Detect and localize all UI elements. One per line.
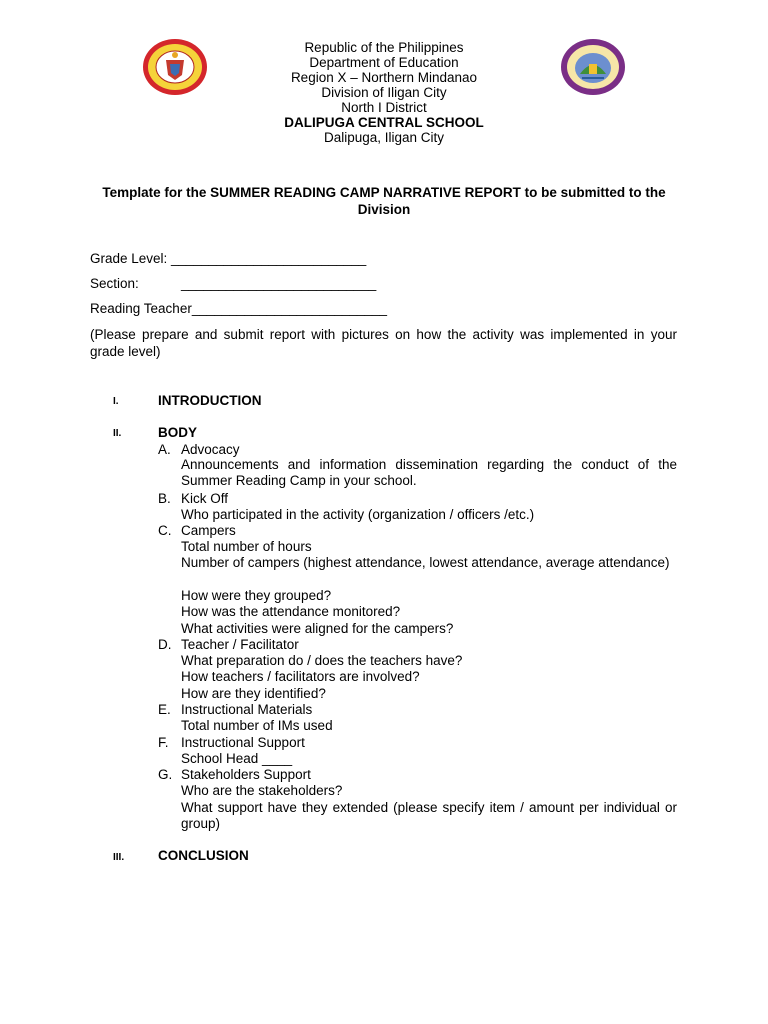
item-letter: B. xyxy=(158,491,171,506)
item-text: School Head ____ xyxy=(181,751,293,766)
item-text: How were they grouped? xyxy=(181,588,332,603)
item-letter: C. xyxy=(158,523,172,538)
school-name: DALIPUGA CENTRAL SCHOOL xyxy=(284,115,484,130)
item-text: Who are the stakeholders? xyxy=(181,783,343,798)
item-letter: F. xyxy=(158,735,169,750)
item-text: Total number of IMs used xyxy=(181,718,333,733)
header-line-3: Region X – Northern Mindanao xyxy=(290,70,478,85)
header-line-4: Division of Iligan City xyxy=(321,85,447,100)
header-line-2: Department of Education xyxy=(309,55,459,70)
section-heading-conclusion: CONCLUSION xyxy=(158,848,249,863)
item-letter: D. xyxy=(158,637,172,652)
item-text: What activities were aligned for the campers? xyxy=(181,621,454,636)
section-heading-introduction: INTRODUCTION xyxy=(158,393,262,408)
item-text: How are they identified? xyxy=(181,686,326,701)
header-line-5: North I District xyxy=(341,100,427,115)
letterhead xyxy=(220,40,548,145)
instruction-note: (Please prepare and submit report with pictures on how the activity was implemented in your grade level) xyxy=(90,327,677,359)
item-letter: G. xyxy=(158,767,173,782)
reading-teacher-field: Reading Teacher__________________________ xyxy=(90,301,388,316)
item-text: Number of campers (highest attendance, lowest attendance, average attendance) xyxy=(181,555,670,570)
section-label: Section: xyxy=(90,276,139,291)
item-text: How was the attendance monitored? xyxy=(181,604,401,619)
grade-level-field: Grade Level: __________________________ xyxy=(90,251,367,266)
item-text: What preparation do / does the teachers have? xyxy=(181,653,463,668)
item-letter: E. xyxy=(158,702,171,717)
item-text: Announcements and information dissemination regarding the conduct of the Summer Reading Camp in your school. xyxy=(181,457,677,489)
item-letter: A. xyxy=(158,442,171,457)
section-number: III. xyxy=(113,852,125,863)
item-title-campers: Campers xyxy=(181,523,236,538)
item-title-teacher-facilitator: Teacher / Facilitator xyxy=(181,637,299,652)
item-text: What support have they extended (please specify item / amount per individual or group) xyxy=(181,800,677,832)
division-seal-logo xyxy=(560,38,626,96)
item-title-kick-off: Kick Off xyxy=(181,491,229,506)
document-title: Template for the SUMMER READING CAMP NARRATIVE REPORT to be submitted to the Division xyxy=(102,185,666,217)
section-number: II. xyxy=(113,428,122,439)
item-title-instructional-materials: Instructional Materials xyxy=(181,702,313,717)
item-title-instructional-support: Instructional Support xyxy=(181,735,305,750)
item-text: Total number of hours xyxy=(181,539,312,554)
school-seal-logo xyxy=(142,38,208,96)
section-heading-body: BODY xyxy=(158,425,198,440)
school-address: Dalipuga, Iligan City xyxy=(323,130,445,145)
item-text: Who participated in the activity (organization / officers /etc.) xyxy=(181,507,535,522)
item-text: How teachers / facilitators are involved? xyxy=(181,669,420,684)
section-number: I. xyxy=(113,396,119,407)
item-title-advocacy: Advocacy xyxy=(181,442,240,457)
header-line-1: Republic of the Philippines xyxy=(304,40,464,55)
section-blank: __________________________ xyxy=(181,276,377,291)
item-title-stakeholders-support: Stakeholders Support xyxy=(181,767,311,782)
